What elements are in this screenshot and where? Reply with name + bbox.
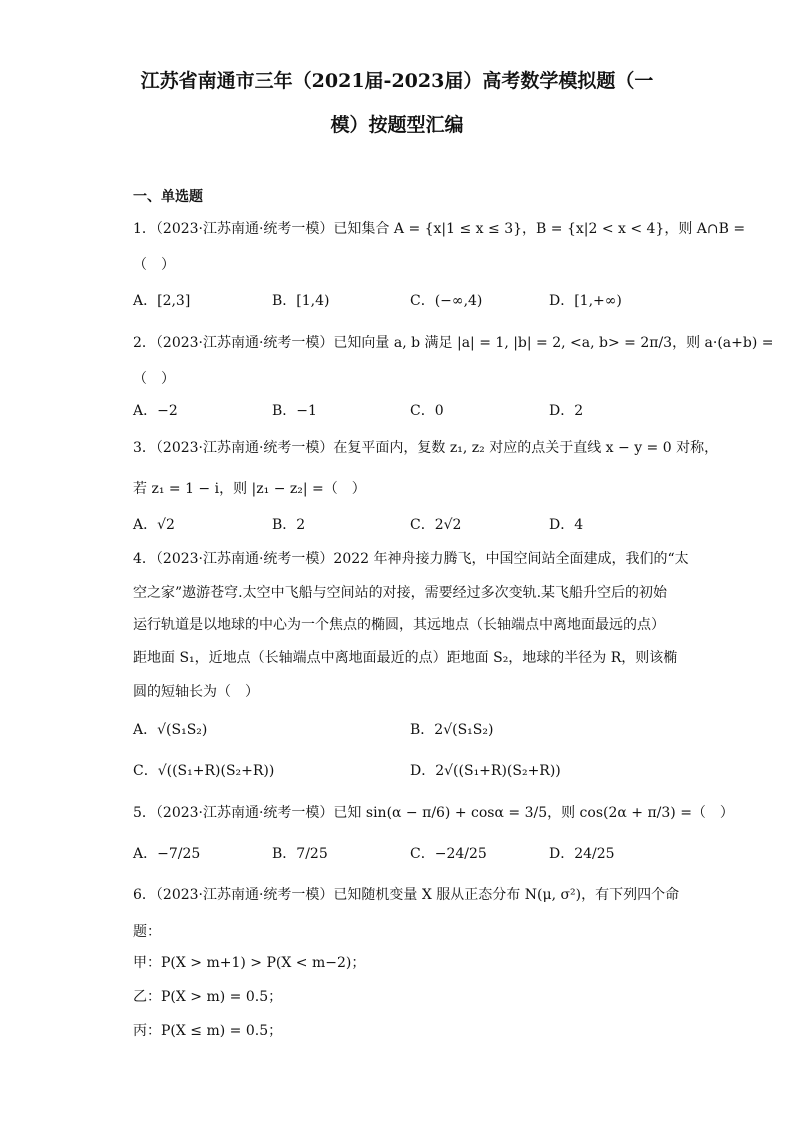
q2-option-a: A．−2: [133, 403, 178, 419]
q5-option-b: B．7/25: [272, 846, 328, 862]
q4-option-c: C．√((S₁+R)(S₂+R)): [133, 763, 275, 779]
q3-line-1: 3．（2023·江苏南通·统考一模）在复平面内，复数 z₁, z₂ 对应的点关于直线 x − y = 0 对称，: [133, 440, 719, 456]
q2-line-1: 2．（2023·江苏南通·统考一模）已知向量 a, b 满足 |a| = 1, |b| = 2, <a, b> = 2π/3，则 a·(a+b) =: [133, 335, 774, 351]
q1-option-a: A．[2,3]: [133, 293, 191, 309]
q3-option-b: B．2: [272, 517, 306, 533]
q6-line-3: 甲：P(X > m+1) > P(X < m−2)；: [133, 955, 366, 971]
q4-line-3: 运行轨道是以地球的中心为一个焦点的椭圆，其远地点（长轴端点中离地面最远的点）: [133, 617, 665, 633]
q5-option-c: C．−24/25: [410, 846, 487, 862]
q4-option-a: A．√(S₁S₂): [133, 722, 208, 738]
q2-option-d: D．2: [549, 403, 584, 419]
q5-line-1: 5．（2023·江苏南通·统考一模）已知 sin(α − π/6) + cosα = 3/5，则 cos(2α + π/3) =（ ）: [133, 805, 734, 821]
q1-line-2: （ ）: [133, 257, 175, 273]
q6-line-2: 题：: [133, 924, 161, 940]
q1-line-1: 1．（2023·江苏南通·统考一模）已知集合 A = {x|1 ≤ x ≤ 3}，B = {x|2 < x < 4}，则 A∩B =: [133, 221, 746, 237]
q5-option-a: A．−7/25: [133, 846, 201, 862]
title-line-1: 江苏省南通市三年（2021届-2023届）高考数学模拟题（一: [140, 70, 654, 92]
q6-line-1: 6．（2023·江苏南通·统考一模）已知随机变量 X 服从正态分布 N(μ, σ²)，有下列四个命: [133, 887, 680, 903]
q2-option-c: C．0: [410, 403, 444, 419]
q3-option-a: A．√2: [133, 517, 175, 533]
q4-line-1: 4．（2023·江苏南通·统考一模）2022 年神舟接力腾飞，中国空间站全面建成，我们的“太: [133, 551, 689, 567]
q4-line-2: 空之家”遨游苍穹.太空中飞船与空间站的对接，需要经过多次变轨.某飞船升空后的初始: [133, 585, 668, 601]
q2-option-b: B．−1: [272, 403, 317, 419]
q1-option-c: C．(−∞,4): [410, 293, 483, 309]
q6-line-5: 丙：P(X ≤ m) = 0.5；: [133, 1023, 283, 1039]
q4-option-b: B．2√(S₁S₂): [410, 722, 494, 738]
q3-option-d: D．4: [549, 517, 584, 533]
q3-line-2: 若 z₁ = 1 − i，则 |z₁ − z₂| =（ ）: [133, 481, 366, 497]
q4-option-d: D．2√((S₁+R)(S₂+R)): [410, 763, 561, 779]
q6-line-4: 乙：P(X > m) = 0.5；: [133, 989, 283, 1005]
q4-line-5: 圆的短轴长为（ ）: [133, 684, 259, 700]
q3-option-c: C．2√2: [410, 517, 462, 533]
q2-line-2: （ ）: [133, 371, 175, 387]
q5-option-d: D．24/25: [549, 846, 615, 862]
title-line-2: 模）按题型汇编: [330, 114, 464, 136]
q4-line-4: 距地面 S₁，近地点（长轴端点中离地面最近的点）距地面 S₂，地球的半径为 R，则该椭: [133, 650, 678, 666]
section-heading: 一、单选题: [133, 189, 203, 205]
q1-option-b: B．[1,4): [272, 293, 330, 309]
q1-option-d: D．[1,+∞): [549, 293, 622, 309]
